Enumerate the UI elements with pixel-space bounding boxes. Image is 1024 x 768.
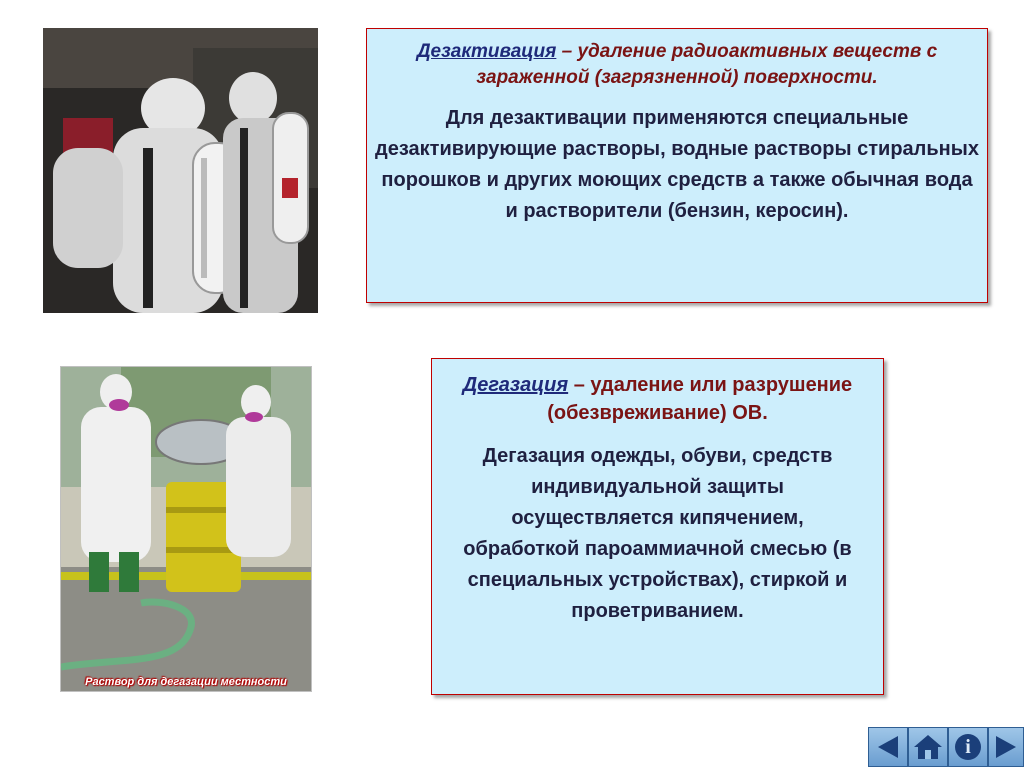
degassing-definition-text: – удаление или разрушение (обезвреживание) ОВ.	[547, 374, 853, 424]
degassing-definition	[446, 371, 869, 427]
decontamination-body: Для дезактивации применяются специальные дезактивирующие растворы, водные растворы стиральных порошков и других моющих средств а также обычная вода и растворители (бензин, керосин).	[375, 107, 979, 222]
home-icon	[913, 733, 943, 761]
decontamination-box	[366, 28, 988, 303]
decontamination-definition-text: – удаление радиоактивных веществ с зараженной (загрязненной) поверхности.	[476, 41, 938, 88]
arrow-right-icon	[992, 733, 1020, 761]
decontamination-term: Дезактивация	[416, 41, 557, 62]
degassing-term: Дегазация	[462, 374, 569, 396]
degassing-area-photo	[60, 366, 312, 692]
arrow-left-icon	[874, 733, 902, 761]
prev-slide-button[interactable]	[868, 727, 908, 767]
hazmat-workers-photo	[43, 28, 318, 313]
info-icon: i	[955, 734, 981, 760]
degassing-body: Дегазация одежды, обуви, средств индивидуальной защиты осуществляется кипячением, обработкой пароаммиачной смесью (в специальных устройствах), стиркой и проветриванием.	[463, 445, 852, 622]
decontamination-definition	[387, 39, 967, 91]
degassing-box	[431, 358, 884, 695]
photo-caption: Раствор для дегазации местности	[85, 676, 287, 688]
home-button[interactable]	[908, 727, 948, 767]
next-slide-button[interactable]	[988, 727, 1024, 767]
info-button[interactable]	[948, 727, 988, 767]
